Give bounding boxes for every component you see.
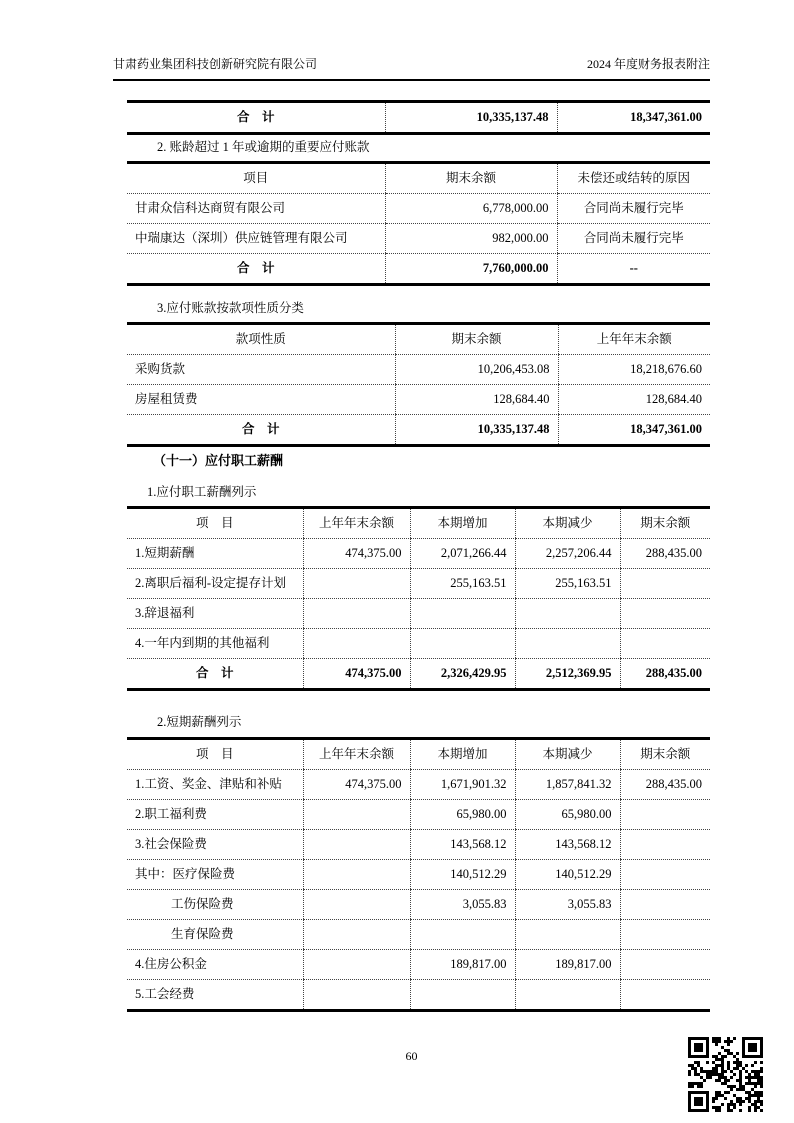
table-row [127, 629, 710, 659]
subsection-heading-compensation-list: 1.应付职工薪酬列示 [147, 485, 257, 499]
column-header: 期末余额 [620, 508, 710, 539]
table-cell: 7,760,000.00 [385, 254, 557, 285]
table-cell: 2,326,429.95 [410, 659, 515, 690]
table-cell: 6,778,000.00 [385, 194, 557, 224]
column-header: 上年年末余额 [303, 508, 410, 539]
table-cell [303, 800, 410, 830]
table-cell [620, 920, 710, 950]
table-cell: 18,347,361.00 [557, 102, 710, 134]
table-row [127, 800, 710, 830]
column-header: 上年年末余额 [303, 739, 410, 770]
column-header: 本期减少 [515, 739, 620, 770]
table-cell: 2,257,206.44 [515, 539, 620, 569]
table-cell: 474,375.00 [303, 659, 410, 690]
table-cell: 10,335,137.48 [385, 102, 557, 134]
table-cell: 2.离职后福利-设定提存计划 [127, 569, 303, 599]
table-cell: 1.短期薪酬 [127, 539, 303, 569]
table-cell [303, 599, 410, 629]
table-cell: 10,206,453.08 [395, 355, 558, 385]
table-cell: 合 计 [195, 666, 234, 680]
section-heading-employee-compensation: （十一）应付职工薪酬 [153, 453, 284, 468]
table-cell: 生育保险费 [127, 920, 303, 950]
table-row [127, 102, 710, 134]
column-header: 款项性质 [127, 324, 395, 355]
table-cell: 474,375.00 [303, 770, 410, 800]
table-row [127, 890, 710, 920]
table-cell [410, 980, 515, 1011]
table-cell: 合 计 [236, 110, 275, 124]
table-cell: 982,000.00 [385, 224, 557, 254]
table-cell: 65,980.00 [410, 800, 515, 830]
table-cell: 3,055.83 [410, 890, 515, 920]
table-cell: 189,817.00 [515, 950, 620, 980]
table-cell: 10,335,137.48 [395, 415, 558, 446]
table-total-row [127, 415, 710, 446]
table-row [127, 599, 710, 629]
table-cell: 2,512,369.95 [515, 659, 620, 690]
table-cell: 288,435.00 [620, 770, 710, 800]
table-cell [410, 920, 515, 950]
table-header-row [127, 163, 710, 194]
table-cell: 5.工会经费 [135, 987, 195, 1001]
table-header-row [127, 324, 710, 355]
table-cell: 140,512.29 [515, 860, 620, 890]
table-cell [620, 629, 710, 659]
table-row [127, 569, 710, 599]
table-cell: 合 计 [241, 422, 280, 436]
table-cell: 甘肃众信科达商贸有限公司 [127, 194, 385, 224]
table-cell [620, 830, 710, 860]
table-cell: 18,218,676.60 [558, 355, 710, 385]
table-header-row [127, 739, 710, 770]
table-cell: 18,347,361.00 [558, 415, 710, 446]
table-cell [410, 629, 515, 659]
table-cell [515, 980, 620, 1011]
table-cell [620, 980, 710, 1011]
table-cell [620, 950, 710, 980]
table-cell: 2.职工福利费 [127, 800, 303, 830]
section-heading-payables-by-nature: 3.应付账款按款项性质分类 [157, 301, 304, 315]
table-header-row [127, 508, 710, 539]
table-cell: 288,435.00 [620, 659, 710, 690]
section-heading-aged-payables: 2. 账龄超过 1 年或逾期的重要应付账款 [157, 140, 370, 154]
table-cell [303, 920, 410, 950]
table-cell: 1,671,901.32 [410, 770, 515, 800]
table-cell: 189,817.00 [410, 950, 515, 980]
table-cell: 4.一年内到期的其他福利 [127, 629, 303, 659]
table-cell [515, 599, 620, 629]
table-cell: 中瑞康达（深圳）供应链管理有限公司 [127, 224, 385, 254]
table-cell: 采购货款 [127, 355, 395, 385]
table-row [127, 980, 710, 1011]
column-header: 本期增加 [410, 739, 515, 770]
short-term-compensation-table [127, 737, 710, 1012]
column-header: 项目 [127, 163, 385, 194]
table-cell: 3.辞退福利 [127, 599, 303, 629]
table-row [127, 770, 710, 800]
column-header: 上年年末余额 [558, 324, 710, 355]
column-header: 未偿还或结转的原因 [557, 163, 710, 194]
table-row [127, 920, 710, 950]
table-row [127, 355, 710, 385]
table-total-row [127, 254, 710, 285]
table-row [127, 224, 710, 254]
payables-by-nature-table [127, 322, 710, 447]
column-header: 期末余额 [620, 739, 710, 770]
table-cell [620, 800, 710, 830]
doc-title: 2024 年度财务报表附注 [586, 57, 710, 71]
accounts-payable-total-table [127, 100, 710, 135]
table-cell [515, 920, 620, 950]
table-row [127, 539, 710, 569]
table-cell: 474,375.00 [303, 539, 410, 569]
table-cell [515, 629, 620, 659]
table-cell: 255,163.51 [515, 569, 620, 599]
table-cell: 3.社会保险费 [127, 830, 303, 860]
table-cell [620, 890, 710, 920]
table-cell: 65,980.00 [515, 800, 620, 830]
column-header: 项 目 [127, 739, 303, 770]
table-cell [620, 569, 710, 599]
table-row [127, 950, 710, 980]
table-cell: 140,512.29 [410, 860, 515, 890]
qr-code [687, 1037, 764, 1112]
company-name: 甘肃药业集团科技创新研究院有限公司 [113, 57, 318, 71]
table-cell: 3,055.83 [515, 890, 620, 920]
table-cell [620, 599, 710, 629]
table-row [127, 194, 710, 224]
column-header: 期末余额 [385, 163, 557, 194]
table-cell: 1,857,841.32 [515, 770, 620, 800]
table-cell: 工伤保险费 [127, 890, 303, 920]
table-cell: 1.工资、奖金、津贴和补贴 [127, 770, 303, 800]
column-header: 本期增加 [410, 508, 515, 539]
column-header: 本期减少 [515, 508, 620, 539]
table-cell: 128,684.40 [395, 385, 558, 415]
table-cell: 143,568.12 [410, 830, 515, 860]
aged-payables-table [127, 161, 710, 286]
table-cell [303, 860, 410, 890]
table-cell [303, 569, 410, 599]
table-cell [303, 980, 410, 1011]
column-header: 项 目 [127, 508, 303, 539]
table-cell [620, 860, 710, 890]
table-cell: -- [557, 254, 710, 285]
table-row [127, 830, 710, 860]
table-row [127, 385, 710, 415]
table-cell: 其中：医疗保险费 [127, 860, 303, 890]
table-cell [303, 830, 410, 860]
table-cell: 143,568.12 [515, 830, 620, 860]
table-cell: 合同尚未履行完毕 [557, 194, 710, 224]
table-cell [410, 599, 515, 629]
employee-compensation-table [127, 506, 710, 691]
table-cell: 255,163.51 [410, 569, 515, 599]
table-cell [303, 890, 410, 920]
column-header: 期末余额 [395, 324, 558, 355]
table-cell [303, 629, 410, 659]
page-header [113, 56, 710, 81]
table-cell: 128,684.40 [558, 385, 710, 415]
table-cell: 合 计 [236, 261, 275, 275]
table-cell: 合同尚未履行完毕 [557, 224, 710, 254]
table-cell [303, 950, 410, 980]
subsection-heading-short-term-compensation: 2.短期薪酬列示 [157, 715, 242, 729]
table-cell: 2,071,266.44 [410, 539, 515, 569]
table-cell: 房屋租赁费 [127, 385, 395, 415]
page-number: 60 [405, 1049, 418, 1063]
table-cell: 288,435.00 [620, 539, 710, 569]
table-total-row [127, 659, 710, 690]
table-row [127, 860, 710, 890]
table-cell: 4.住房公积金 [127, 950, 303, 980]
